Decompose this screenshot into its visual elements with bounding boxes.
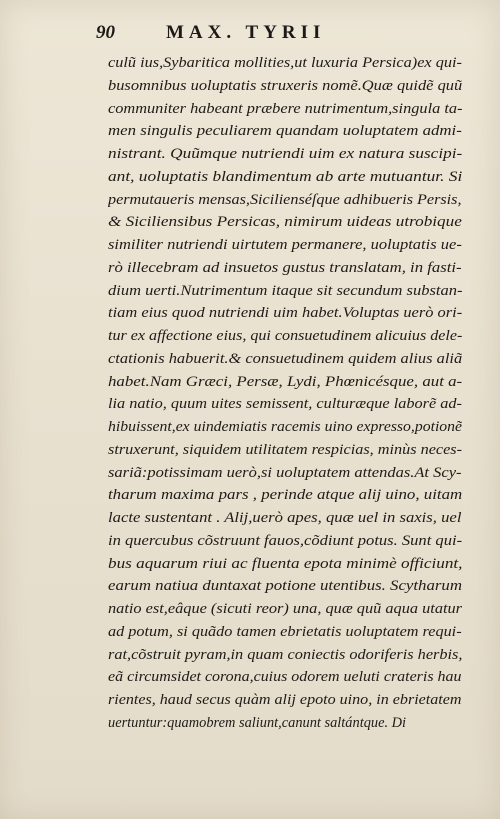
text-line: rat,cõstruit pyram,in quam coniectis odoriferis herbis,	[108, 646, 462, 663]
text-line: rò illecebram ad insuetos gustus translatam, in fasti-	[108, 259, 462, 276]
text-line: culũ ius,Sybaritica mollities,ut luxuria Persica)ex qui-	[108, 55, 462, 71]
text-line: tur ex affectione eius, qui consuetudinem alicuius dele-	[108, 328, 462, 344]
body-text	[108, 52, 462, 735]
text-line: ad potum, si quãdo tamen ebrietatis uoluptatem requi-	[108, 623, 462, 640]
text-line: men singulis peculiarem quandam uoluptatem admi-	[108, 123, 462, 140]
text-line: earum natiua duntaxat potione utentibus. Scytharum	[108, 578, 462, 595]
text-line: bus aquarum riui ac fluenta epota minimè officiunt,	[108, 555, 462, 572]
text-line: uertuntur:quamobrem saliunt,canunt saltántque. Di	[108, 714, 407, 731]
text-line: ctationis habuerit.& consuetudinem quidem alius aliã	[108, 350, 462, 367]
text-line: ant, uoluptatis blandimentum ab arte mutuantur. Si	[108, 168, 462, 185]
text-line: nistrant. Quũmque nutriendi uim ex natura suscipi-	[108, 146, 462, 162]
running-title: MAX. TYRII	[166, 22, 326, 43]
running-head	[0, 22, 500, 48]
text-line: lia natio, quum uites semissent, culturæque laborẽ ad-	[108, 396, 462, 413]
text-line: habet.Nam Græci, Persæ, Lydi, Phœnicésque, aut a-	[108, 373, 462, 390]
text-line: tiam eius quod nutriendi uim habet.Voluptas uerò ori-	[108, 305, 462, 322]
text-line: permutaueris mensas,Sicilienséſque adhibueris Persis,	[108, 191, 462, 208]
text-line: natio est,eâque (sicuti reor) una, quæ quũ aqua utatur	[108, 601, 462, 617]
text-line: dium uerti.Nutrimentum itaque sit secundum substan-	[108, 282, 462, 299]
text-line: tharum maxima pars , perinde atque alij uino, uitam	[108, 487, 462, 504]
text-line: & Siciliensibus Persicas, nimirum uideas utrobique	[108, 214, 462, 231]
text-line: eã circumsidet corona,cuius odorem ueluti crateris hau	[108, 669, 462, 686]
text-line: sariã:potissimam uerò,si uoluptatem attendas.At Scy-	[108, 464, 462, 481]
text-line: lacte sustentant . Alij,uerò apes, quæ uel in saxis, uel	[108, 510, 462, 526]
text-line: in quercubus cõstruunt fauos,cõdiunt potus. Sunt qui-	[108, 532, 462, 549]
text-line: rientes, haud secus quàm alij epoto uino, in ebrietatem	[108, 692, 462, 708]
text-line: struxerunt, siquidem utilitatem respicias, minùs neces-	[108, 441, 462, 458]
text-line: similiter nutriendi uirtutem permanere, uoluptatis ue-	[108, 237, 462, 253]
text-line: hibuissent,ex uindemiatis racemis uino expresso,potionẽ	[108, 419, 462, 435]
text-line: busomnibus uoluptatis struxeris nomẽ.Quæ quidẽ quũ	[108, 77, 462, 94]
page-number: 90	[96, 22, 115, 43]
text-line: communiter habeant præbere nutrimentum,singula ta-	[108, 100, 462, 117]
